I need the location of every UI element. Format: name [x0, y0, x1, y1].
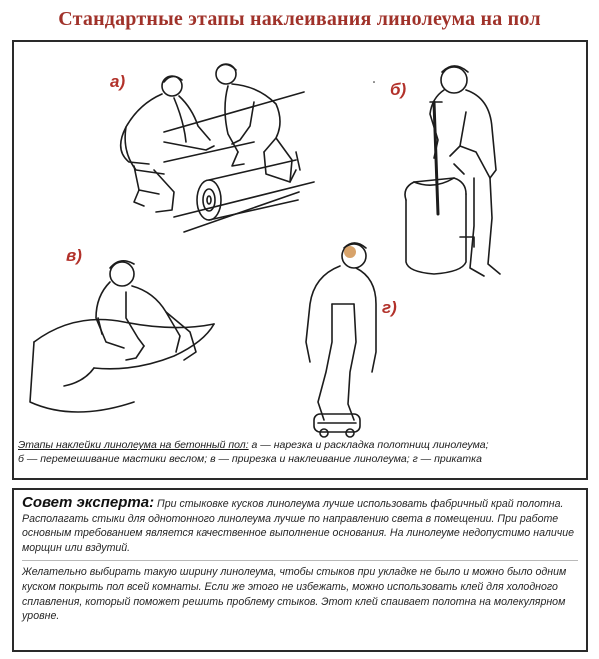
step-label-b: б)	[390, 80, 407, 99]
illustration-caption	[18, 438, 584, 466]
expert-tip-paragraph-1	[22, 496, 578, 555]
step-label-v: в)	[66, 246, 82, 265]
figure-v-gluing	[30, 261, 214, 412]
caption-line-2: б — перемешивание мастики веслом; в — прирезка и наклеивание линолеума; г — прикатка	[18, 453, 482, 465]
expert-tip-box	[12, 488, 588, 652]
expert-tip-heading: Совет эксперта:	[22, 494, 155, 511]
illustration-drawing	[14, 42, 590, 482]
caption-line-1-lead: Этапы наклейки линолеума на бетонный пол:	[18, 439, 249, 451]
page-title: Стандартные этапы наклеивания линолеума на пол	[58, 8, 541, 30]
illustration-panel	[12, 40, 588, 480]
step-label-g: г)	[382, 298, 397, 317]
figure-a-workers	[121, 64, 314, 232]
caption-line-1	[18, 438, 584, 452]
step-label-a: а)	[110, 72, 126, 91]
expert-tip-paragraph-2: Желательно выбирать такую ширину линолеума, чтобы стыков при укладке не было и можно было одним куском покрыть пол всей комнаты. Если же этого не избежать, можно использовать клей для холодного сплавления, который поможет решить проблему стыков. Этот клей спаивает полотна на молекулярном уровне.	[22, 566, 567, 623]
figure-g-rolling	[306, 243, 376, 437]
tip-divider	[22, 560, 578, 561]
figure-b-mixing	[405, 66, 500, 276]
caption-line-1-rest: а — нарезка и раскладка полотнищ линолеума;	[248, 439, 489, 451]
expert-tip-text-1: При стыковке кусков линолеума лучше использовать фабричный край полотна. Располагать стыки для однотонного линолеума лучше по направлению света в помещении. При работе основным требованием является качественное выполнение основания. На линолеуме недопустимо наличие морщин или вздутий.	[22, 498, 574, 554]
